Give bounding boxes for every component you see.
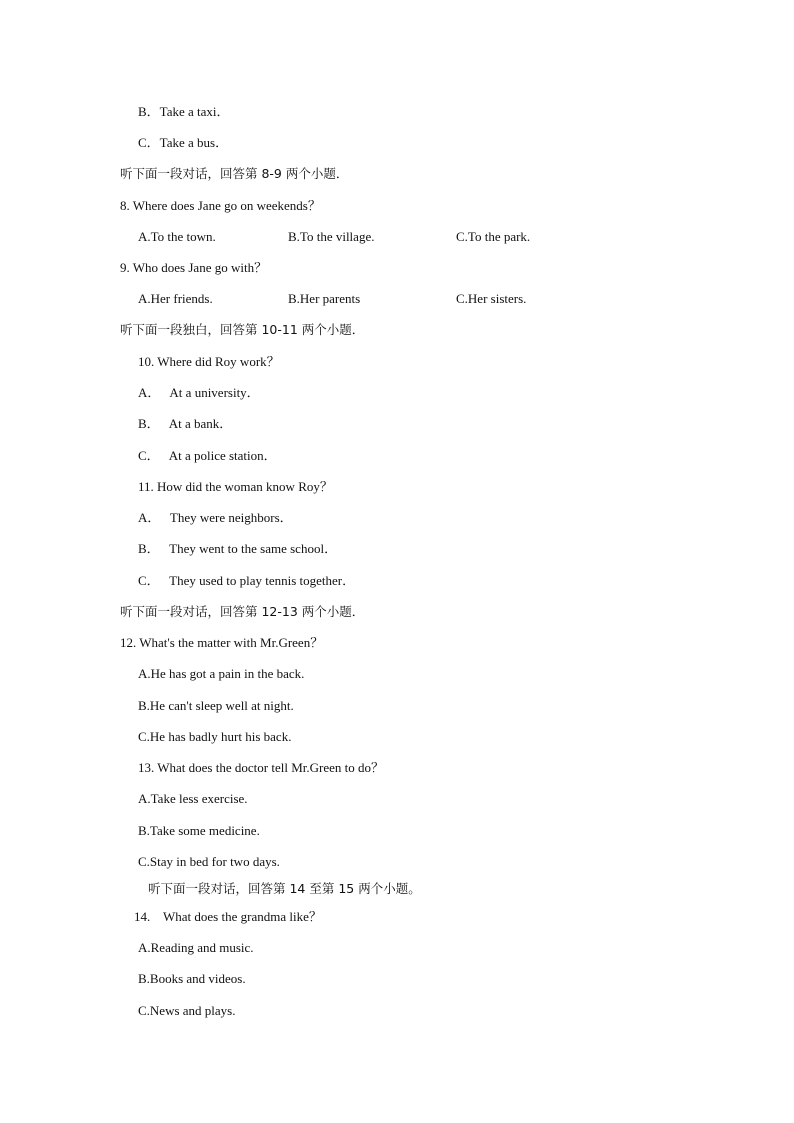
q12-option-c: C.He has badly hurt his back. bbox=[138, 729, 292, 744]
q13-option-b: B.Take some medicine. bbox=[138, 823, 260, 838]
q7-option-b: B．Take a taxi． bbox=[138, 104, 230, 119]
q14-option-a: A.Reading and music. bbox=[138, 940, 254, 955]
q14-option-c: C.News and plays. bbox=[138, 1003, 236, 1018]
question-10: 10. Where did Roy work？ bbox=[138, 354, 280, 369]
question-12: 12. What's the matter with Mr.Green？ bbox=[120, 635, 324, 650]
q7-option-c: C．Take a bus． bbox=[138, 135, 229, 150]
q8-option-a: A.To the town. bbox=[138, 229, 216, 244]
q13-option-a: A.Take less exercise. bbox=[138, 791, 248, 806]
question-11: 11. How did the woman know Roy？ bbox=[138, 479, 333, 494]
q14-option-b: B.Books and videos. bbox=[138, 971, 246, 986]
section-instruction-10-11: 听下面一段独白，回答第 10-11 两个小题． bbox=[120, 322, 365, 337]
q12-option-a: A.He has got a pain in the back. bbox=[138, 666, 305, 681]
q9-option-c: C.Her sisters. bbox=[456, 291, 527, 306]
q9-option-a: A.Her friends. bbox=[138, 291, 213, 306]
q8-option-b: B.To the village. bbox=[288, 229, 375, 244]
q8-option-c: C.To the park. bbox=[456, 229, 531, 244]
q11-option-b: B． They went to the same school． bbox=[138, 541, 338, 556]
q10-option-b: B． At a bank． bbox=[138, 416, 233, 431]
q13-option-c: C.Stay in bed for two days. bbox=[138, 854, 280, 869]
section-instruction-8-9: 听下面一段对话，回答第 8-9 两个小题． bbox=[120, 166, 349, 181]
question-13: 13. What does the doctor tell Mr.Green to do？ bbox=[138, 760, 384, 775]
q9-option-b: B.Her parents bbox=[288, 291, 361, 306]
q11-option-c: C． They used to play tennis together． bbox=[138, 573, 356, 588]
q11-option-a: A． They were neighbors． bbox=[138, 510, 293, 525]
section-instruction-12-13: 听下面一段对话，回答第 12-13 两个小题． bbox=[120, 604, 365, 619]
question-9: 9. Who does Jane go with？ bbox=[120, 260, 268, 275]
section-instruction-14-15: 听下面一段对话，回答第 14 至第 15 两个小题。 bbox=[148, 881, 421, 896]
question-14: 14. What does the grandma like？ bbox=[134, 909, 322, 924]
q12-option-b: B.He can't sleep well at night. bbox=[138, 698, 294, 713]
q10-option-c: C． At a police station． bbox=[138, 448, 277, 463]
question-8: 8. Where does Jane go on weekends？ bbox=[120, 198, 321, 213]
q10-option-a: A． At a university． bbox=[138, 385, 260, 400]
